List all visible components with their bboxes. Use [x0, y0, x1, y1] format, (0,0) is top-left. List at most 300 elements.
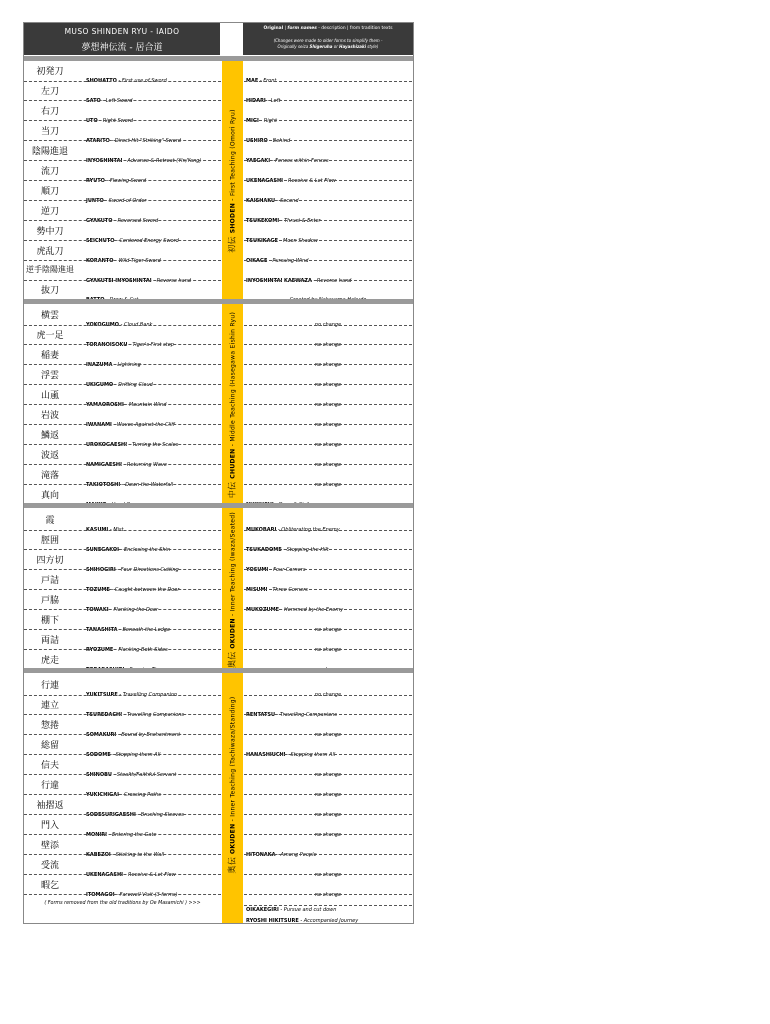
section-label-kanji: 初伝	[227, 233, 237, 253]
row-divider	[24, 364, 221, 365]
alt-form-cell	[246, 371, 410, 390]
alt-form-cell	[246, 781, 410, 800]
alt-form-cell	[246, 331, 410, 350]
alt-form-romaji: USHIRO	[246, 137, 268, 144]
changes-note-line2c: or	[332, 43, 340, 49]
row-divider	[24, 589, 221, 590]
row-divider	[24, 854, 221, 855]
form-description: - Mist	[108, 527, 124, 533]
alt-form-romaji: YOSUMI	[246, 566, 269, 573]
row-divider	[24, 384, 221, 385]
alt-form-cell	[246, 391, 410, 410]
form-description: - Sticking to the Wall	[110, 851, 165, 858]
row-divider	[244, 814, 412, 815]
form-description: - Drifting Cloud	[113, 381, 153, 388]
alt-form-note: no change	[314, 646, 342, 653]
form-description: - Returning Wave	[121, 461, 167, 468]
form-description: - Centered Energy Sword	[114, 237, 179, 244]
form-description: - Stopping them All	[110, 751, 161, 758]
alt-form-description: - Three Corners	[267, 586, 308, 593]
form-description: - Direct Hit "Striking" Sword	[109, 137, 182, 144]
form-kanji: 戸詰	[40, 575, 59, 586]
row-divider	[24, 200, 221, 201]
alt-form-romaji: MAE	[246, 78, 259, 84]
form-romaji: JUNTO	[86, 197, 104, 204]
form-romaji: UTO	[86, 117, 98, 124]
alt-form-description: - Right	[258, 117, 277, 124]
alt-form-romaji: MUKOZUME	[246, 606, 280, 613]
form-description: - Enclosing the Shin	[119, 546, 171, 553]
section-label-description: - Middle Teaching (Hasegawa Eishin Ryu)	[229, 311, 237, 449]
row-divider	[244, 629, 412, 630]
legend-form-names: form names	[287, 26, 317, 31]
alt-form-description: - Reverse hand	[311, 277, 352, 284]
row-divider	[244, 364, 412, 365]
form-name-cell	[86, 701, 220, 720]
form-kanji: 左刀	[40, 86, 59, 97]
form-kanji: 脛囲	[40, 535, 59, 546]
form-description: - Flanking the Door	[108, 606, 159, 613]
alt-form-note: no change	[314, 791, 342, 798]
form-kanji: 稲妻	[40, 350, 59, 361]
section-label-description: - First Teaching (Omori Ryu)	[229, 108, 237, 203]
footer-note: ( Forms removed from the old traditions by Oe Masamichi ) >>>	[44, 901, 201, 906]
form-romaji: UROKOGAESHI	[86, 441, 128, 448]
form-kanji: 袖摺返	[36, 800, 64, 811]
alt-form-note: no change	[314, 831, 342, 838]
changes-note-line2a: Originally seiza	[277, 43, 310, 49]
form-kanji: 流刀	[40, 166, 59, 177]
form-name-cell	[86, 781, 220, 800]
form-name-cell	[86, 616, 220, 635]
alt-form-cell	[246, 351, 410, 370]
form-description: - Turning the Scales	[127, 441, 179, 448]
form-romaji: TOZUME	[86, 586, 110, 593]
alt-form-description: - Four Corners	[268, 566, 306, 573]
form-name-cell	[86, 861, 220, 880]
form-name-cell	[86, 761, 220, 780]
alt-form-romaji: YAEGAKI	[246, 157, 271, 164]
form-romaji: SEICHUTO	[86, 237, 115, 244]
row-divider	[24, 280, 221, 281]
row-divider	[244, 905, 412, 906]
form-romaji: SOMAKURI	[86, 731, 117, 738]
row-divider	[244, 569, 412, 570]
form-kanji: 順刀	[40, 186, 59, 197]
changes-note-style1: Shigeruha	[309, 43, 333, 49]
form-description: - Bound by Enchantment	[116, 731, 181, 738]
form-kanji: 逆手陰陽進退	[26, 264, 74, 274]
form-description: - Beneath the Ledge	[117, 626, 171, 633]
row-divider	[244, 589, 412, 590]
form-description: - Down the Waterfall	[120, 481, 174, 488]
form-name-cell	[86, 741, 220, 760]
section-separator	[24, 299, 413, 304]
row-divider	[24, 180, 221, 181]
row-divider	[24, 874, 221, 875]
alt-form-cell	[246, 127, 410, 146]
form-name-cell	[86, 431, 220, 450]
row-divider	[244, 240, 412, 241]
row-divider	[24, 325, 221, 326]
form-kanji: 真向	[40, 490, 59, 501]
form-romaji: TORANOISOKU	[86, 341, 128, 348]
form-kanji: 暇乞	[40, 880, 59, 891]
alt-form-cell	[246, 576, 410, 595]
form-romaji: KABEZOI	[86, 851, 111, 858]
form-kanji: 抜刀	[40, 286, 59, 297]
form-romaji: YAMAOROSHI	[86, 401, 124, 408]
row-divider	[244, 754, 412, 755]
form-romaji: UKIGUMO	[86, 381, 114, 388]
alt-form-description: - Travelling Companions	[275, 711, 337, 718]
form-romaji: SHINOBU	[86, 771, 112, 778]
form-description: - Stealth/Faithful Servant	[111, 771, 177, 778]
form-name-cell	[86, 187, 220, 206]
form-kanji: 霞	[45, 516, 55, 526]
form-description: - Flowing Sword	[104, 177, 147, 184]
alt-form-note: no change	[314, 322, 342, 328]
form-kanji: 虎走	[40, 655, 59, 666]
row-divider	[244, 384, 412, 385]
section-separator	[24, 503, 413, 508]
form-kanji: 鱗返	[40, 430, 59, 441]
form-romaji: TANASHITA	[86, 626, 118, 633]
alt-form-romaji: HIDARI	[246, 97, 266, 104]
row-divider	[244, 325, 412, 326]
alt-form-note: no change	[314, 692, 342, 698]
form-romaji: RYUTO	[86, 177, 105, 184]
form-kanji: 初発刀	[36, 67, 64, 77]
form-kanji: 浮雲	[40, 370, 59, 381]
section-label-kanji: 奥伝	[227, 853, 237, 874]
form-romaji: IWANAMI	[86, 421, 112, 428]
alt-form-note: no change	[314, 891, 342, 898]
forms-sheet	[23, 22, 414, 924]
alt-form-cell	[246, 247, 410, 266]
form-name-cell	[86, 596, 220, 615]
form-description: - Reversed Sword	[112, 217, 159, 224]
form-kanji: 棚下	[40, 615, 59, 626]
form-kanji: 虎乱刀	[36, 246, 64, 257]
alt-form-romaji: MIGI	[246, 117, 259, 124]
form-kanji: 両詰	[40, 635, 59, 646]
row-divider	[244, 609, 412, 610]
form-romaji: GYAKUTEI INYOSHINTAI	[86, 277, 152, 284]
form-romaji: INYOSHINTAI	[86, 157, 123, 164]
alt-form-cell	[246, 821, 410, 840]
alt-form-note: no change	[314, 731, 342, 738]
alt-form-romaji: MUKOBARI	[246, 527, 277, 533]
form-name-cell	[86, 471, 220, 490]
form-description: - Cloud Bank	[118, 322, 153, 328]
form-name-cell	[86, 721, 220, 740]
row-divider	[24, 549, 221, 550]
form-romaji: SHOHATTO	[86, 78, 117, 84]
form-name-cell	[86, 331, 220, 350]
form-description: - Brushing Sleeves	[135, 811, 184, 818]
alt-form-cell	[246, 187, 410, 206]
form-description: - Sword of Order	[103, 197, 147, 204]
form-name-cell	[86, 411, 220, 430]
form-description: - Tiger's First step	[127, 341, 174, 348]
row-divider	[24, 649, 221, 650]
alt-form-cell	[246, 761, 410, 780]
alt-form-cell	[246, 636, 410, 655]
section-label	[227, 312, 238, 498]
form-name-cell	[86, 371, 220, 390]
form-romaji: SODESURIGAESHI	[86, 811, 136, 818]
section-label-kanji: 奥伝	[227, 648, 237, 668]
alt-form-description: - Fences within Fences	[270, 157, 329, 164]
row-divider	[24, 100, 221, 101]
form-name-cell	[86, 576, 220, 595]
row-divider	[24, 695, 221, 696]
form-description: - Wild Tiger Sword	[113, 257, 161, 264]
alt-form-cell	[246, 861, 410, 880]
alt-form-note: no change	[314, 401, 342, 408]
alt-form-note: no change	[314, 341, 342, 348]
form-description: - Crossing Paths	[118, 791, 161, 798]
row-divider	[244, 484, 412, 485]
section-label-kanji: 中伝	[227, 478, 237, 498]
row-divider	[244, 140, 412, 141]
alt-form-cell	[246, 451, 410, 470]
form-kanji: 行違	[40, 780, 59, 791]
form-romaji: MONIRI	[86, 831, 107, 838]
alt-form-note: no change	[314, 381, 342, 388]
form-name-cell	[86, 351, 220, 370]
row-divider	[244, 834, 412, 835]
row-divider	[244, 81, 412, 82]
form-description: - First use of Sword	[116, 78, 167, 84]
alt-form-cell	[246, 87, 410, 106]
changes-note-line2e: style)	[366, 43, 379, 49]
form-kanji: 横雲	[40, 311, 59, 321]
row-divider	[24, 530, 221, 531]
changes-note-style2: Hayashizaki	[339, 43, 367, 49]
form-name-cell	[86, 536, 220, 555]
section-label-romaji: OKUDEN	[229, 823, 237, 854]
form-name-cell	[86, 881, 220, 900]
alt-form-cell	[246, 616, 410, 635]
form-name-cell	[86, 267, 220, 286]
alt-form-cell	[246, 167, 410, 186]
form-description: - Travelling Companions	[122, 711, 185, 718]
row-divider	[24, 794, 221, 795]
row-divider	[244, 444, 412, 445]
row-divider	[24, 569, 221, 570]
alt-form-note: no change	[314, 421, 342, 428]
form-romaji: RYOZUME	[86, 646, 114, 653]
removed-form-romaji: OIKAKEGIRI	[246, 907, 279, 913]
form-name-cell	[86, 227, 220, 246]
form-name-cell	[86, 247, 220, 266]
alt-form-description: - Among People	[275, 851, 317, 858]
form-name-cell	[86, 67, 220, 86]
form-romaji: ATARITO	[86, 137, 110, 144]
form-description: - Four Directions Cutting	[115, 566, 179, 573]
row-divider	[24, 444, 221, 445]
form-kanji: 当刀	[40, 126, 59, 137]
form-kanji: 岩波	[40, 410, 59, 421]
form-kanji: 惣捲	[40, 720, 59, 731]
form-kanji: 総留	[40, 740, 59, 751]
section-label	[227, 109, 238, 252]
alt-form-cell	[246, 471, 410, 490]
section-label-description: - Inner Teaching (Iwaza/Seated)	[229, 511, 237, 618]
form-name-cell	[86, 821, 220, 840]
alt-form-description: - Left	[265, 97, 281, 104]
alt-form-description: - Stopping the Hilt	[281, 546, 329, 553]
removed-form-description: - Accompanied Journey	[298, 918, 359, 924]
form-description: - Mountain Wind	[123, 401, 167, 408]
form-kanji: 行連	[40, 681, 59, 691]
form-romaji: INAZUMA	[86, 361, 113, 368]
form-kanji: 信夫	[40, 760, 59, 771]
alt-form-description: - Hemmed by the Enemy	[279, 606, 344, 613]
section-label-description: - Inner Teaching (Tachiwaza/Standing)	[229, 696, 237, 824]
row-divider	[24, 81, 221, 82]
form-description: - Lightning	[112, 361, 141, 368]
alt-form-cell	[246, 267, 410, 286]
removed-form-cell	[246, 907, 410, 926]
form-name-cell	[86, 167, 220, 186]
alt-form-description: - Front	[258, 78, 277, 84]
alt-form-cell	[246, 107, 410, 126]
form-kanji: 陰陽進退	[31, 146, 68, 157]
alt-form-cell	[246, 841, 410, 860]
alt-form-cell	[246, 411, 410, 430]
form-kanji: 勢中刀	[36, 226, 64, 237]
form-description: - Left Sword	[100, 97, 133, 104]
form-name-cell	[86, 516, 220, 535]
form-name-cell	[86, 636, 220, 655]
form-description: - Travelling Companion	[117, 692, 178, 698]
form-description: - Waves Against the Cliff	[111, 421, 175, 428]
alt-form-cell	[246, 701, 410, 720]
legend-rest: - description | from tradition texts	[316, 26, 393, 31]
form-name-cell	[86, 207, 220, 226]
alt-form-cell	[246, 741, 410, 760]
row-divider	[24, 814, 221, 815]
alt-form-cell	[246, 147, 410, 166]
alt-form-romaji: MISUMI	[246, 586, 268, 593]
form-kanji: 連立	[40, 700, 59, 711]
row-divider	[24, 404, 221, 405]
alt-form-cell	[246, 431, 410, 450]
form-romaji: YUKICHIGAI	[86, 791, 119, 798]
alt-form-description: - Pursuing Wind	[267, 257, 309, 264]
form-name-cell	[86, 451, 220, 470]
section-separator	[24, 56, 413, 61]
form-romaji: YUKITSURE	[86, 692, 118, 698]
form-kanji: 戸脇	[40, 595, 59, 606]
alt-form-cell	[246, 801, 410, 820]
form-description: - Flanking Both Sides	[113, 646, 168, 653]
row-divider	[244, 280, 412, 281]
form-kanji: 四方切	[36, 555, 64, 566]
alt-form-romaji: TSUKADOME	[246, 546, 282, 553]
form-kanji: 門入	[40, 820, 59, 831]
page-title-japanese: 夢想神伝流 - 居合道	[81, 43, 163, 53]
alt-form-cell	[246, 207, 410, 226]
alt-form-description: - Obliterating the Enemy	[276, 527, 340, 533]
form-description: - Advance & Retreat (Yin/Yang)	[122, 157, 202, 164]
form-description: - Farewell Visit (3 forms)	[114, 891, 178, 898]
row-divider	[24, 140, 221, 141]
form-romaji: UKENAGASHI	[86, 871, 124, 878]
row-divider	[244, 649, 412, 650]
form-name-cell	[86, 147, 220, 166]
form-romaji: NAMIGAESHI	[86, 461, 122, 468]
form-romaji: TOWAKI	[86, 606, 109, 613]
row-divider	[244, 714, 412, 715]
form-kanji: 受流	[40, 860, 59, 871]
form-name-cell	[86, 391, 220, 410]
alt-form-description: - Behind	[267, 137, 291, 144]
row-divider	[244, 160, 412, 161]
removed-form-romaji: RYOSHI HIKITSURE	[246, 918, 299, 924]
alt-form-romaji: RENTATSU	[246, 711, 276, 718]
row-divider	[244, 854, 412, 855]
alt-form-cell	[246, 681, 410, 700]
form-kanji: 逆刀	[40, 206, 59, 217]
row-divider	[24, 120, 221, 121]
alt-form-cell	[246, 536, 410, 555]
row-divider	[244, 424, 412, 425]
row-divider	[24, 894, 221, 895]
page-title: MUSO SHINDEN RYU - IAIDO	[64, 27, 180, 36]
form-name-cell	[86, 107, 220, 126]
row-divider	[244, 120, 412, 121]
row-divider	[24, 484, 221, 485]
form-romaji: SUNEGAKOI	[86, 546, 119, 553]
alt-form-cell	[246, 721, 410, 740]
row-divider	[24, 734, 221, 735]
row-divider	[244, 464, 412, 465]
alt-form-description: - Thrust & Enter	[279, 217, 321, 224]
alt-form-note: no change	[314, 461, 342, 468]
row-divider	[244, 549, 412, 550]
alt-form-description: - Stopping them All	[285, 751, 336, 758]
form-name-cell	[86, 87, 220, 106]
alt-form-note: no change	[314, 361, 342, 368]
legend-original: Original	[263, 26, 284, 31]
row-divider	[244, 344, 412, 345]
form-description: - Receive & Let Flow	[123, 871, 176, 878]
alt-form-romaji: INYOSHINTAI KAEWAZA	[246, 277, 312, 284]
alt-form-cell	[246, 516, 410, 535]
row-divider	[24, 754, 221, 755]
row-divider	[244, 874, 412, 875]
alt-form-romaji: KAISHAKU	[246, 197, 276, 204]
form-name-cell	[86, 681, 220, 700]
legend-separator: |	[283, 26, 288, 31]
row-divider	[24, 629, 221, 630]
row-divider	[24, 160, 221, 161]
alt-form-cell	[246, 67, 410, 86]
alt-form-romaji: TSUKIKAGE	[246, 237, 279, 244]
row-divider	[24, 834, 221, 835]
row-divider	[24, 714, 221, 715]
row-divider	[244, 695, 412, 696]
form-name-cell	[86, 801, 220, 820]
form-description: - Reverse hand	[151, 277, 192, 284]
form-romaji: SODOME	[86, 751, 111, 758]
changes-note-line1: (Changes were made to older forms to simplify them -	[273, 38, 383, 43]
form-description: - Entering the Gate	[106, 831, 157, 838]
